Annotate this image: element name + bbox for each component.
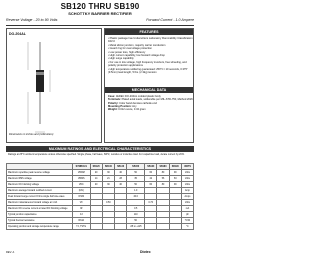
table-cell: pF: [181, 212, 193, 218]
table-cell: 20: [90, 170, 102, 176]
row-description: Maximum instantaneous forward voltage at 1.0A: [7, 200, 73, 206]
features-list: [108, 37, 193, 74]
table-cell: 60: [145, 170, 157, 176]
features-panel: [104, 28, 194, 143]
list-item: • Low power loss, high efficiency: [108, 51, 193, 54]
table-cell: °C/W: [181, 218, 193, 224]
table-cell: 40: [114, 182, 126, 188]
table-cell: 63: [169, 176, 181, 182]
table-cell: 30: [102, 170, 114, 176]
column-header: SB160: [145, 164, 157, 170]
table-cell: 50: [127, 218, 145, 224]
column-header: SYMBOLS: [73, 164, 91, 170]
list-item: • High current capability, low forward voltage drop: [108, 54, 193, 57]
list-item: [108, 108, 193, 111]
table-cell: 0.50: [102, 200, 114, 206]
table-row: [7, 224, 194, 230]
brand-logo: Diotec: [140, 250, 151, 254]
row-description: Typical thermal resistance: [7, 218, 73, 224]
table-cell: Amps: [181, 194, 193, 200]
mounting-label: Mounting Position:: [108, 104, 132, 108]
row-symbol: VDC: [73, 182, 91, 188]
case-value: JEDEC DO-204AL molded plastic body: [115, 95, 161, 98]
list-item: • Metal silicon junction, majority carrier conduction: [108, 44, 193, 47]
table-cell: 14: [90, 176, 102, 182]
list-item: • High temperature soldering guaranteed: 250°C / 10 seconds, 0.375" (9.5mm) lead length, 5 lbs. (2.3kg) tension: [108, 68, 193, 75]
table-cell: 1.0: [127, 188, 145, 194]
list-item: • For use in low voltage, high frequency inverters, free wheeling, and polarity protection applications: [108, 61, 193, 68]
table-cell: 21: [102, 176, 114, 182]
row-description: Maximum repetitive peak reverse voltage: [7, 170, 73, 176]
package-name: DO-204AL: [9, 32, 26, 36]
table-cell: [114, 224, 126, 230]
table-cell: [145, 224, 157, 230]
table-cell: [90, 224, 102, 230]
table-cell: 50: [127, 182, 145, 188]
row-description: Operating junction and storage temperature range: [7, 224, 73, 230]
weight-value: 0.012 ounce, 0.34 gram: [118, 108, 146, 112]
table-cell: 50: [127, 170, 145, 176]
table-cell: 28: [114, 176, 126, 182]
terminals-label: Terminals:: [108, 98, 121, 102]
table-cell: Volts: [181, 182, 193, 188]
polarity-label: Polarity:: [108, 101, 119, 105]
column-header: SB140: [114, 164, 126, 170]
row-symbol: VRMS: [73, 176, 91, 182]
row-symbol: IFSM: [73, 194, 91, 200]
row-description: Peak forward surge current 8.3ms single half sine-wave: [7, 194, 73, 200]
page-subtitle: SCHOTTKY BARRIER RECTIFIER: [68, 11, 132, 16]
column-header: UNITS: [181, 164, 193, 170]
ratings-heading: MAXIMUM RATINGS AND ELECTRICAL CHARACTERISTICS: [6, 146, 194, 152]
table-cell: 30: [102, 182, 114, 188]
row-description: Typical junction capacitance: [7, 212, 73, 218]
column-header: SB130: [102, 164, 114, 170]
table-cell: 0.5: [127, 206, 145, 212]
mechanical-list: [108, 95, 193, 111]
column-header: SB150: [127, 164, 145, 170]
row-symbol: VF: [73, 200, 91, 206]
row-symbol: I(AV): [73, 188, 91, 194]
row-description: Maximum RMS voltage: [7, 176, 73, 182]
list-item: • Guard ring for overvoltage protection: [108, 47, 193, 50]
table-cell: 35: [127, 176, 145, 182]
dimension-note: Dimensions in inches and (millimeters): [9, 133, 54, 136]
table-cell: Amp: [181, 188, 193, 194]
header-divider: [6, 25, 194, 26]
mounting-value: Any: [132, 104, 137, 108]
table-cell: 90: [169, 182, 181, 188]
row-symbol: TJ, TSTG: [73, 224, 91, 230]
table-cell: -65 to +125: [127, 224, 145, 230]
cathode-band: [36, 72, 44, 75]
package-drawing: [6, 28, 102, 143]
table-cell: 40.0: [127, 194, 145, 200]
table-cell: [169, 224, 181, 230]
table-cell: [157, 224, 169, 230]
row-symbol: VRRM: [73, 170, 91, 176]
table-cell: 42: [145, 176, 157, 182]
table-cell: Volts: [181, 200, 193, 206]
table-cell: °C: [181, 224, 193, 230]
revision-label: REV: A: [6, 251, 15, 254]
table-cell: mA: [181, 206, 193, 212]
table-cell: 90: [169, 170, 181, 176]
table-cell: 0.70: [145, 200, 157, 206]
list-item: • Plastic package has Underwriters Laboratory Flammability Classification 94V-0: [108, 37, 193, 44]
case-label: Case:: [108, 95, 116, 98]
table-cell: [102, 224, 114, 230]
table-cell: 110: [127, 212, 145, 218]
reverse-voltage: Reverse Voltage - 20 to 90 Volts: [6, 18, 58, 22]
table-cell: 60: [145, 182, 157, 188]
ratings-table: [6, 163, 194, 230]
row-description: Maximum DC reverse current at rated DC blocking voltage: [7, 206, 73, 212]
row-symbol: CJ: [73, 212, 91, 218]
page-title: SB120 THRU SB190: [60, 2, 140, 11]
row-symbol: RθJA: [73, 218, 91, 224]
forward-current: Forward Current - 1.0 Ampere: [146, 18, 194, 22]
weight-label: Weight:: [108, 108, 118, 112]
column-header: SB120: [90, 164, 102, 170]
row-description: Maximum DC blocking voltage: [7, 182, 73, 188]
ratings-note: Ratings at 25°C ambient temperature unless otherwise specified. Single phase, half wave, 60Hz, resistive or inductive load. For capacitive load, derate current by 20%.: [8, 153, 185, 156]
features-heading: FEATURES: [105, 29, 193, 35]
mechanical-heading: MECHANICAL DATA: [105, 87, 193, 93]
list-item: • High surge capability: [108, 57, 193, 60]
table-cell: 56: [157, 176, 169, 182]
column-header: SB180: [157, 164, 169, 170]
row-symbol: IR: [73, 206, 91, 212]
spec-summary: [6, 18, 194, 24]
polarity-value: Color band denotes cathode end: [119, 101, 157, 105]
table-cell: Volts: [181, 170, 193, 176]
terminals-value: Plated axial leads, solderable per MIL-STD-750, Method 2026: [121, 98, 193, 102]
row-description: Maximum average forward rectified current: [7, 188, 73, 194]
table-cell: 80: [157, 170, 169, 176]
table-cell: 20: [90, 182, 102, 188]
table-cell: 40: [114, 170, 126, 176]
table-cell: Volts: [181, 176, 193, 182]
column-header: SB190: [169, 164, 181, 170]
table-cell: 80: [157, 182, 169, 188]
